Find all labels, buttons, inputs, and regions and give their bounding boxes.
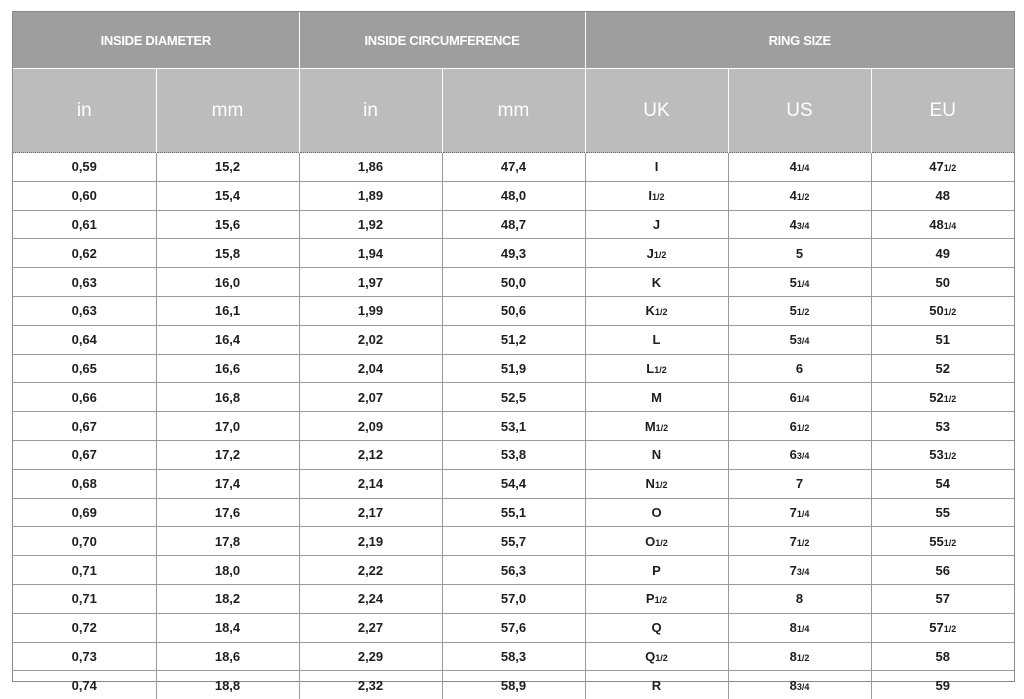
table-row: [13, 556, 1014, 585]
cell-us-size-fraction: 1/2: [797, 192, 810, 202]
cell-eu-size-base: 54: [936, 476, 950, 491]
cell-uk-size-base: O: [645, 534, 655, 549]
cell-eu-size-fraction: 1/2: [944, 394, 957, 404]
table-row: [13, 671, 1014, 699]
cell-eu-size-base: 55: [929, 534, 943, 549]
table-row: [13, 613, 1014, 642]
cell-us-size-fraction: 1/4: [797, 279, 810, 289]
cell-circumference-mm: 56,3: [442, 556, 585, 585]
cell-eu-size: [871, 153, 1014, 182]
table-row: [13, 296, 1014, 325]
cell-uk-size-base: O: [651, 505, 661, 520]
cell-circumference-mm: 53,1: [442, 412, 585, 441]
cell-diameter-in: 0,67: [13, 412, 156, 441]
cell-circumference-mm: 48,7: [442, 210, 585, 239]
cell-eu-size-fraction: 1/2: [944, 163, 957, 173]
cell-eu-size: [871, 296, 1014, 325]
cell-uk-size-base: K: [652, 275, 661, 290]
cell-uk-size-fraction: 1/2: [654, 250, 667, 260]
cell-eu-size: [871, 469, 1014, 498]
cell-diameter-in: 0,63: [13, 296, 156, 325]
cell-us-size-fraction: 1/2: [797, 423, 810, 433]
header-diameter-mm: mm: [156, 69, 299, 153]
cell-uk-size-fraction: 1/2: [655, 653, 668, 663]
cell-uk-size-base: J: [653, 217, 660, 232]
table-row: [13, 210, 1014, 239]
cell-us-size: [728, 556, 871, 585]
cell-eu-size: [871, 268, 1014, 297]
cell-eu-size: [871, 671, 1014, 699]
table-row: [13, 440, 1014, 469]
cell-uk-size-base: Q: [645, 649, 655, 664]
table-row: [13, 383, 1014, 412]
header-eu: EU: [871, 69, 1014, 153]
cell-circumference-mm: 53,8: [442, 440, 585, 469]
cell-uk-size: [585, 440, 728, 469]
cell-uk-size: [585, 556, 728, 585]
cell-eu-size-base: 47: [929, 159, 943, 174]
cell-us-size-fraction: 1/4: [797, 624, 810, 634]
cell-us-size-base: 5: [796, 246, 803, 261]
cell-diameter-mm: 17,2: [156, 440, 299, 469]
cell-us-size-base: 5: [790, 303, 797, 318]
cell-circumference-in: 2,27: [299, 613, 442, 642]
cell-us-size-base: 6: [790, 447, 797, 462]
cell-eu-size-fraction: 1/2: [944, 307, 957, 317]
cell-us-size-fraction: 1/2: [797, 307, 810, 317]
cell-circumference-in: 2,07: [299, 383, 442, 412]
cell-us-size-base: 4: [790, 188, 797, 203]
cell-uk-size-base: L: [646, 361, 654, 376]
cell-diameter-in: 0,65: [13, 354, 156, 383]
cell-uk-size-base: P: [652, 563, 661, 578]
cell-diameter-mm: 18,2: [156, 584, 299, 613]
cell-diameter-in: 0,61: [13, 210, 156, 239]
cell-uk-size: [585, 239, 728, 268]
cell-us-size-base: 7: [790, 563, 797, 578]
cell-diameter-in: 0,60: [13, 181, 156, 210]
cell-eu-size: [871, 642, 1014, 671]
cell-diameter-in: 0,71: [13, 584, 156, 613]
cell-diameter-mm: 15,4: [156, 181, 299, 210]
cell-diameter-in: 0,64: [13, 325, 156, 354]
cell-circumference-in: 2,24: [299, 584, 442, 613]
cell-us-size-fraction: 3/4: [797, 682, 810, 692]
cell-diameter-mm: 16,6: [156, 354, 299, 383]
cell-us-size: [728, 671, 871, 699]
cell-eu-size-base: 59: [936, 678, 950, 693]
cell-us-size: [728, 268, 871, 297]
cell-diameter-mm: 17,4: [156, 469, 299, 498]
cell-uk-size: [585, 613, 728, 642]
cell-uk-size-base: M: [645, 419, 656, 434]
cell-us-size-base: 8: [790, 649, 797, 664]
cell-eu-size-fraction: 1/2: [944, 624, 957, 634]
cell-us-size: [728, 412, 871, 441]
cell-uk-size-base: N: [652, 447, 661, 462]
cell-us-size-base: 6: [790, 390, 797, 405]
cell-diameter-in: 0,71: [13, 556, 156, 585]
size-conversion-table: [13, 12, 1014, 699]
cell-uk-size-base: N: [646, 476, 655, 491]
cell-circumference-in: 2,14: [299, 469, 442, 498]
cell-circumference-mm: 58,3: [442, 642, 585, 671]
cell-uk-size-fraction: 1/2: [656, 423, 669, 433]
cell-eu-size: [871, 181, 1014, 210]
cell-us-size: [728, 354, 871, 383]
cell-eu-size: [871, 239, 1014, 268]
cell-circumference-mm: 50,6: [442, 296, 585, 325]
table-row: [13, 642, 1014, 671]
cell-us-size: [728, 469, 871, 498]
cell-eu-size: [871, 613, 1014, 642]
cell-us-size-fraction: 3/4: [797, 336, 810, 346]
cell-eu-size-fraction: 1/2: [944, 451, 957, 461]
table-row: [13, 498, 1014, 527]
cell-us-size: [728, 642, 871, 671]
ring-size-table: [12, 11, 1015, 682]
cell-us-size-base: 7: [790, 534, 797, 549]
cell-us-size-fraction: 1/4: [797, 394, 810, 404]
table-row: [13, 239, 1014, 268]
cell-diameter-in: 0,68: [13, 469, 156, 498]
cell-circumference-in: 1,99: [299, 296, 442, 325]
cell-circumference-in: 2,09: [299, 412, 442, 441]
cell-circumference-in: 2,19: [299, 527, 442, 556]
cell-eu-size-fraction: 1/4: [944, 221, 957, 231]
cell-circumference-mm: 48,0: [442, 181, 585, 210]
cell-eu-size: [871, 584, 1014, 613]
cell-us-size: [728, 440, 871, 469]
cell-circumference-mm: 57,6: [442, 613, 585, 642]
cell-eu-size-base: 50: [929, 303, 943, 318]
cell-diameter-in: 0,66: [13, 383, 156, 412]
cell-eu-size-base: 48: [936, 188, 950, 203]
cell-uk-size: [585, 642, 728, 671]
cell-diameter-in: 0,62: [13, 239, 156, 268]
cell-diameter-in: 0,70: [13, 527, 156, 556]
cell-uk-size: [585, 181, 728, 210]
cell-circumference-in: 1,94: [299, 239, 442, 268]
cell-circumference-in: 2,29: [299, 642, 442, 671]
cell-us-size: [728, 613, 871, 642]
cell-uk-size: [585, 354, 728, 383]
cell-us-size: [728, 153, 871, 182]
header-circumference-in: in: [299, 69, 442, 153]
cell-us-size: [728, 584, 871, 613]
cell-diameter-mm: 15,2: [156, 153, 299, 182]
cell-circumference-mm: 50,0: [442, 268, 585, 297]
cell-circumference-mm: 52,5: [442, 383, 585, 412]
cell-uk-size-fraction: 1/2: [654, 365, 667, 375]
cell-uk-size-base: K: [646, 303, 655, 318]
cell-eu-size: [871, 412, 1014, 441]
cell-circumference-mm: 55,7: [442, 527, 585, 556]
cell-diameter-in: 0,72: [13, 613, 156, 642]
cell-eu-size-base: 56: [936, 563, 950, 578]
cell-eu-size-base: 52: [929, 390, 943, 405]
cell-eu-size-base: 52: [936, 361, 950, 376]
table-row: [13, 527, 1014, 556]
cell-uk-size-base: M: [651, 390, 662, 405]
cell-uk-size-base: L: [653, 332, 661, 347]
cell-uk-size-fraction: 1/2: [655, 595, 668, 605]
cell-uk-size: [585, 469, 728, 498]
cell-us-size: [728, 181, 871, 210]
header-us: US: [728, 69, 871, 153]
cell-diameter-mm: 18,6: [156, 642, 299, 671]
cell-diameter-mm: 18,4: [156, 613, 299, 642]
cell-circumference-mm: 51,2: [442, 325, 585, 354]
cell-us-size-fraction: 3/4: [797, 567, 810, 577]
cell-eu-size: [871, 440, 1014, 469]
cell-us-size: [728, 383, 871, 412]
cell-circumference-in: 2,12: [299, 440, 442, 469]
cell-us-size-base: 7: [796, 476, 803, 491]
cell-diameter-mm: 16,8: [156, 383, 299, 412]
cell-uk-size: [585, 412, 728, 441]
cell-eu-size-base: 48: [929, 217, 943, 232]
table-row: [13, 412, 1014, 441]
header-inside-diameter: INSIDE DIAMETER: [13, 12, 299, 69]
table-body: [13, 153, 1014, 699]
table-row: [13, 181, 1014, 210]
cell-eu-size-base: 57: [929, 620, 943, 635]
cell-circumference-mm: 55,1: [442, 498, 585, 527]
cell-us-size-fraction: 1/2: [797, 538, 810, 548]
cell-us-size-base: 4: [790, 159, 797, 174]
header-inside-circumference: INSIDE CIRCUMFERENCE: [299, 12, 585, 69]
cell-diameter-in: 0,74: [13, 671, 156, 699]
cell-uk-size-base: I: [655, 159, 659, 174]
cell-diameter-mm: 16,1: [156, 296, 299, 325]
cell-diameter-mm: 16,4: [156, 325, 299, 354]
cell-us-size-base: 8: [790, 678, 797, 693]
table-row: [13, 469, 1014, 498]
cell-us-size: [728, 210, 871, 239]
cell-diameter-mm: 17,8: [156, 527, 299, 556]
cell-uk-size-fraction: 1/2: [655, 307, 668, 317]
cell-uk-size-base: Q: [651, 620, 661, 635]
table-row: [13, 354, 1014, 383]
group-header-row: [13, 12, 1014, 69]
cell-us-size-fraction: 3/4: [797, 221, 810, 231]
cell-eu-size-base: 58: [936, 649, 950, 664]
cell-uk-size: [585, 671, 728, 699]
cell-circumference-in: 2,04: [299, 354, 442, 383]
cell-circumference-in: 1,92: [299, 210, 442, 239]
cell-uk-size-fraction: 1/2: [655, 480, 668, 490]
cell-us-size-fraction: 3/4: [797, 451, 810, 461]
cell-uk-size: [585, 153, 728, 182]
cell-circumference-in: 2,02: [299, 325, 442, 354]
cell-us-size-base: 8: [790, 620, 797, 635]
cell-diameter-in: 0,67: [13, 440, 156, 469]
table-row: [13, 153, 1014, 182]
header-uk: UK: [585, 69, 728, 153]
cell-circumference-mm: 47,4: [442, 153, 585, 182]
cell-uk-size: [585, 584, 728, 613]
cell-diameter-in: 0,59: [13, 153, 156, 182]
cell-uk-size: [585, 210, 728, 239]
header-circumference-mm: mm: [442, 69, 585, 153]
cell-circumference-mm: 57,0: [442, 584, 585, 613]
cell-eu-size-base: 53: [929, 447, 943, 462]
cell-eu-size-base: 49: [936, 246, 950, 261]
cell-circumference-in: 1,89: [299, 181, 442, 210]
cell-diameter-mm: 15,6: [156, 210, 299, 239]
cell-eu-size-base: 50: [936, 275, 950, 290]
cell-circumference-in: 1,97: [299, 268, 442, 297]
cell-diameter-mm: 17,0: [156, 412, 299, 441]
cell-diameter-mm: 18,8: [156, 671, 299, 699]
cell-eu-size: [871, 210, 1014, 239]
table-row: [13, 325, 1014, 354]
cell-eu-size: [871, 383, 1014, 412]
cell-us-size: [728, 239, 871, 268]
cell-circumference-in: 2,22: [299, 556, 442, 585]
cell-circumference-in: 1,86: [299, 153, 442, 182]
cell-uk-size: [585, 527, 728, 556]
cell-us-size-base: 5: [790, 275, 797, 290]
cell-eu-size-base: 55: [936, 505, 950, 520]
cell-diameter-mm: 15,8: [156, 239, 299, 268]
cell-diameter-in: 0,63: [13, 268, 156, 297]
cell-eu-size-fraction: 1/2: [944, 538, 957, 548]
cell-eu-size-base: 53: [936, 419, 950, 434]
table-row: [13, 268, 1014, 297]
cell-circumference-in: 2,32: [299, 671, 442, 699]
cell-us-size-base: 7: [790, 505, 797, 520]
cell-eu-size: [871, 556, 1014, 585]
cell-uk-size-base: R: [652, 678, 661, 693]
cell-diameter-in: 0,73: [13, 642, 156, 671]
cell-us-size-base: 8: [796, 591, 803, 606]
cell-eu-size: [871, 498, 1014, 527]
cell-circumference-mm: 58,9: [442, 671, 585, 699]
cell-diameter-mm: 16,0: [156, 268, 299, 297]
cell-uk-size-fraction: 1/2: [655, 538, 668, 548]
cell-diameter-in: 0,69: [13, 498, 156, 527]
cell-uk-size: [585, 268, 728, 297]
cell-uk-size: [585, 498, 728, 527]
cell-diameter-mm: 17,6: [156, 498, 299, 527]
cell-uk-size-base: P: [646, 591, 655, 606]
cell-us-size-fraction: 1/4: [797, 509, 810, 519]
cell-us-size-base: 6: [796, 361, 803, 376]
cell-eu-size: [871, 354, 1014, 383]
header-ring-size: RING SIZE: [585, 12, 1014, 69]
cell-circumference-in: 2,17: [299, 498, 442, 527]
unit-header-row: [13, 69, 1014, 153]
cell-circumference-mm: 49,3: [442, 239, 585, 268]
cell-us-size-base: 5: [790, 332, 797, 347]
cell-uk-size: [585, 383, 728, 412]
cell-eu-size-base: 57: [936, 591, 950, 606]
cell-us-size-base: 4: [790, 217, 797, 232]
table-row: [13, 584, 1014, 613]
cell-us-size: [728, 325, 871, 354]
cell-us-size-fraction: 1/4: [797, 163, 810, 173]
cell-eu-size: [871, 325, 1014, 354]
cell-uk-size-fraction: 1/2: [652, 192, 665, 202]
cell-circumference-mm: 54,4: [442, 469, 585, 498]
cell-diameter-mm: 18,0: [156, 556, 299, 585]
cell-uk-size: [585, 325, 728, 354]
cell-us-size: [728, 296, 871, 325]
cell-uk-size-base: I: [648, 188, 652, 203]
cell-eu-size: [871, 527, 1014, 556]
cell-us-size: [728, 527, 871, 556]
cell-eu-size-base: 51: [936, 332, 950, 347]
cell-us-size-base: 6: [790, 419, 797, 434]
cell-uk-size-base: J: [647, 246, 654, 261]
cell-us-size-fraction: 1/2: [797, 653, 810, 663]
header-diameter-in: in: [13, 69, 156, 153]
cell-uk-size: [585, 296, 728, 325]
cell-circumference-mm: 51,9: [442, 354, 585, 383]
cell-us-size: [728, 498, 871, 527]
